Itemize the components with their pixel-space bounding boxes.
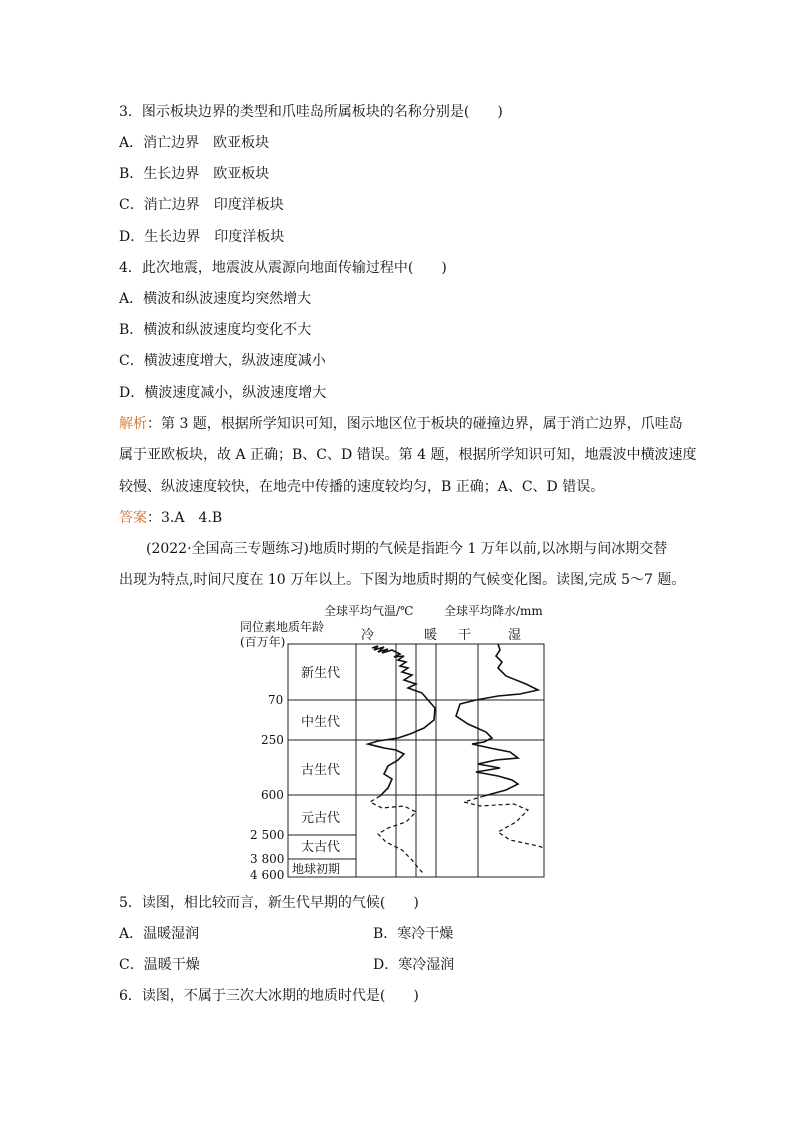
- answer-text: ：3.A 4.B: [147, 510, 223, 526]
- era-mesozoic: 中生代: [301, 715, 341, 730]
- era-archean: 太古代: [301, 840, 341, 855]
- climate-figure-svg: [228, 600, 558, 882]
- era-proterozoic: 元古代: [301, 811, 341, 826]
- q3-option-b: B．生长边界 欧亚板块: [119, 166, 270, 182]
- age-2500: 2 500: [250, 828, 285, 842]
- q5-option-c: C．温暖干燥: [119, 957, 200, 973]
- precipitation-curve: [456, 644, 538, 796]
- age-250: 250: [261, 733, 284, 747]
- warm-label: 暖: [424, 628, 438, 643]
- temperature-curve: [368, 646, 435, 796]
- wet-label: 湿: [508, 628, 522, 643]
- q4-stem: 4．此次地震，地震波从震源向地面传输过程中( ): [119, 260, 447, 276]
- age-header-line2: (百万年): [240, 635, 286, 649]
- analysis-text-1: ：第 3 题，根据所学知识可知，图示地区位于板块的碰撞边界，属于消亡边界，爪哇岛: [147, 416, 683, 432]
- age-3800: 3 800: [250, 852, 285, 866]
- age-header-line1: 同位素地质年龄: [240, 620, 325, 634]
- q4-option-a: A．横波和纵波速度均突然增大: [119, 291, 312, 307]
- q5-option-d: D．寒冷湿润: [373, 957, 455, 973]
- q3-option-a: A．消亡边界 欧亚板块: [119, 135, 270, 151]
- precipitation-header: 全球平均降水/mm: [444, 604, 543, 618]
- q3-option-c: C．消亡边界 印度洋板块: [119, 197, 284, 213]
- intro-line-2: 出现为特点,时间尺度在 10 万年以上。下图为地质时期的气候变化图。读图,完成 5～7 题。: [119, 572, 686, 588]
- era-cenozoic: 新生代: [301, 666, 341, 681]
- q6-stem: 6．读图，不属于三次大冰期的地质时代是( ): [119, 988, 419, 1004]
- age-600: 600: [261, 788, 284, 802]
- q3-stem: 3．图示板块边界的类型和爪哇岛所属板块的名称分别是( ): [119, 104, 503, 120]
- precipitation-curve-dashed: [464, 796, 544, 848]
- era-paleozoic: 古生代: [301, 763, 341, 778]
- answer-line: [119, 509, 222, 527]
- dry-label: 干: [458, 628, 472, 643]
- analysis-line-3: 较慢、纵波速度较快，在地壳中传播的速度较均匀，B 正确；A、C、D 错误。: [119, 479, 605, 495]
- analysis-line-1: [119, 415, 683, 433]
- q5-stem: 5．读图，相比较而言，新生代早期的气候( ): [119, 895, 419, 911]
- climate-change-figure: [228, 600, 558, 882]
- era-early-earth: 地球初期: [292, 862, 341, 876]
- q5-option-a: A．温暖湿润: [119, 926, 200, 942]
- temperature-header: 全球平均气温/℃: [324, 604, 414, 618]
- q4-option-c: C．横波速度增大，纵波速度减小: [119, 353, 326, 369]
- intro-line-1: (2022·全国高三专题练习)地质时期的气候是指距今 1 万年以前,以冰期与间冰期交替: [146, 541, 668, 557]
- analysis-line-2: 属于亚欧板块，故 A 正确；B、C、D 错误。第 4 题，根据所学知识可知，地震波中横波速度: [119, 447, 697, 463]
- age-70: 70: [268, 693, 284, 707]
- q5-option-b: B．寒冷干燥: [373, 926, 454, 942]
- cold-label: 冷: [361, 628, 375, 643]
- age-4600: 4 600: [250, 868, 285, 882]
- q4-option-b: B．横波和纵波速度均变化不大: [119, 322, 312, 338]
- q3-option-d: D．生长边界 印度洋板块: [119, 229, 285, 245]
- q4-option-d: D．横波速度减小，纵波速度增大: [119, 385, 327, 401]
- analysis-label: 解析: [119, 416, 147, 432]
- answer-label: 答案: [119, 510, 147, 526]
